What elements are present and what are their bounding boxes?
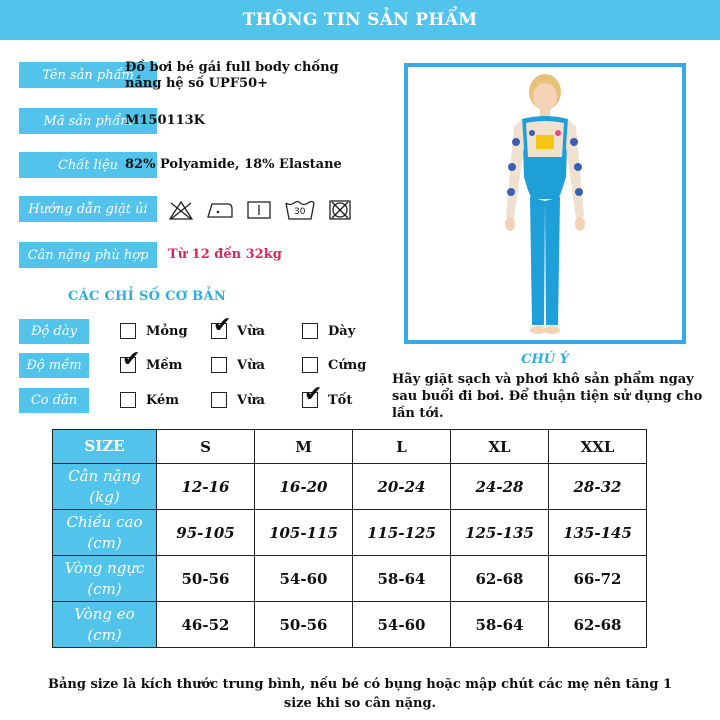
checkbox[interactable] bbox=[120, 323, 136, 339]
option-soft[interactable] bbox=[120, 347, 183, 373]
row-label-line2: (cm) bbox=[87, 533, 122, 552]
no-tumble-dry-icon bbox=[328, 199, 352, 221]
row-label-line2: (kg) bbox=[89, 487, 120, 506]
product-code-label: Mã sản phẩm bbox=[19, 108, 157, 134]
option-label: Cứng bbox=[328, 357, 367, 373]
row-label bbox=[53, 510, 157, 556]
row-label bbox=[53, 602, 157, 648]
size-header-cell: M bbox=[255, 430, 353, 464]
table-cell: 50-56 bbox=[157, 556, 255, 602]
table-cell: 135-145 bbox=[549, 510, 647, 556]
material-label: Chất liệu bbox=[19, 152, 157, 178]
option-medium-softness[interactable] bbox=[211, 357, 265, 373]
checkmark-icon: ✔ bbox=[122, 347, 141, 372]
row-label bbox=[53, 464, 157, 510]
wash-30-icon bbox=[284, 198, 316, 222]
table-header-row bbox=[53, 430, 647, 464]
table-cell: 46-52 bbox=[157, 602, 255, 648]
product-name-value: Đồ bơi bé gái full body chống nắng hệ số UPF50+ bbox=[125, 60, 339, 91]
table-cell: 54-60 bbox=[353, 602, 451, 648]
size-header-cell: L bbox=[353, 430, 451, 464]
table-cell: 24-28 bbox=[451, 464, 549, 510]
table-cell: 20-24 bbox=[353, 464, 451, 510]
option-label: Kém bbox=[146, 392, 180, 408]
table-cell: 125-135 bbox=[451, 510, 549, 556]
size-header-label: SIZE bbox=[53, 430, 157, 464]
product-code-value: M150113K bbox=[125, 113, 205, 128]
option-hard[interactable] bbox=[302, 357, 366, 373]
checkbox[interactable] bbox=[302, 357, 318, 373]
table-row bbox=[53, 510, 647, 556]
row-label-line2: (cm) bbox=[87, 625, 122, 644]
option-thin[interactable] bbox=[120, 323, 188, 339]
option-label: Mỏng bbox=[146, 323, 188, 339]
option-poor[interactable] bbox=[120, 392, 179, 408]
size-header-cell: S bbox=[157, 430, 255, 464]
footer-note: Bảng size là kích thước trung bình, nếu bé có bụng hoặc mập chút các mẹ nên tăng 1 size khi so cân nặng. bbox=[47, 677, 673, 711]
checkbox[interactable] bbox=[120, 392, 136, 408]
option-thick[interactable] bbox=[302, 323, 355, 339]
option-medium-thickness[interactable] bbox=[211, 313, 265, 339]
page-title: THÔNG TIN SẢN PHẨM bbox=[0, 0, 720, 40]
row-label bbox=[53, 556, 157, 602]
basic-indices-title: CÁC CHỈ SỐ CƠ BẢN bbox=[68, 289, 227, 304]
size-header-cell: XL bbox=[451, 430, 549, 464]
size-header-cell: XXL bbox=[549, 430, 647, 464]
row-label-line1: Vòng eo bbox=[74, 604, 135, 623]
option-label: Mềm bbox=[146, 357, 183, 373]
checkbox[interactable] bbox=[211, 357, 227, 373]
table-cell: 58-64 bbox=[451, 602, 549, 648]
option-label: Tốt bbox=[328, 392, 353, 408]
option-label: Vừa bbox=[237, 392, 265, 408]
option-label: Vừa bbox=[237, 357, 265, 373]
table-cell: 12-16 bbox=[157, 464, 255, 510]
table-cell: 115-125 bbox=[353, 510, 451, 556]
material-value: 82% Polyamide, 18% Elastane bbox=[125, 157, 342, 172]
option-label: Vừa bbox=[237, 323, 265, 339]
table-cell: 54-60 bbox=[255, 556, 353, 602]
wash-temp-label: 30 bbox=[294, 207, 306, 217]
table-cell: 95-105 bbox=[157, 510, 255, 556]
girl-swimsuit-illustration bbox=[408, 67, 682, 340]
table-cell: 105-115 bbox=[255, 510, 353, 556]
checkmark-icon: ✔ bbox=[213, 313, 232, 338]
table-row bbox=[53, 602, 647, 648]
checkbox-checked[interactable] bbox=[302, 382, 323, 408]
care-instructions-label: Hướng dẫn giặt ủi bbox=[19, 196, 157, 222]
option-medium-elasticity[interactable] bbox=[211, 392, 265, 408]
table-row bbox=[53, 464, 647, 510]
checkbox-checked[interactable] bbox=[120, 347, 141, 373]
tumble-dry-icon bbox=[206, 199, 234, 221]
checkbox[interactable] bbox=[302, 323, 318, 339]
size-table bbox=[52, 429, 647, 648]
product-name-label: Tên sản phẩm bbox=[19, 62, 157, 88]
table-cell: 58-64 bbox=[353, 556, 451, 602]
table-row bbox=[53, 556, 647, 602]
note-title: CHÚ Ý bbox=[521, 352, 569, 367]
row-label-line1: Chiều cao bbox=[66, 512, 143, 531]
no-bleach-icon bbox=[168, 199, 194, 221]
table-cell: 62-68 bbox=[451, 556, 549, 602]
checkbox[interactable] bbox=[211, 392, 227, 408]
product-photo bbox=[404, 63, 686, 344]
option-good[interactable] bbox=[302, 382, 353, 408]
table-cell: 66-72 bbox=[549, 556, 647, 602]
option-label: Dày bbox=[328, 323, 356, 339]
thickness-label: Độ dày bbox=[19, 319, 89, 344]
softness-label: Độ mềm bbox=[19, 353, 89, 378]
care-icons bbox=[168, 198, 352, 222]
suitable-weight-value: Từ 12 đến 32kg bbox=[168, 247, 282, 262]
table-cell: 16-20 bbox=[255, 464, 353, 510]
checkbox-checked[interactable] bbox=[211, 313, 232, 339]
table-cell: 50-56 bbox=[255, 602, 353, 648]
row-label-line1: Cân nặng bbox=[68, 466, 141, 485]
line-dry-icon bbox=[246, 199, 272, 221]
row-label-line2: (cm) bbox=[87, 579, 122, 598]
elasticity-label: Co dãn bbox=[19, 388, 89, 413]
note-text: Hãy giặt sạch và phơi khô sản phẩm ngay sau buổi đi bơi. Để thuận tiện sử dụng cho lần tới. bbox=[392, 372, 703, 421]
table-cell: 62-68 bbox=[549, 602, 647, 648]
suitable-weight-label: Cân nặng phù hợp bbox=[19, 242, 157, 268]
checkmark-icon: ✔ bbox=[304, 382, 323, 407]
row-label-line1: Vòng ngực bbox=[64, 558, 145, 577]
table-cell: 28-32 bbox=[549, 464, 647, 510]
